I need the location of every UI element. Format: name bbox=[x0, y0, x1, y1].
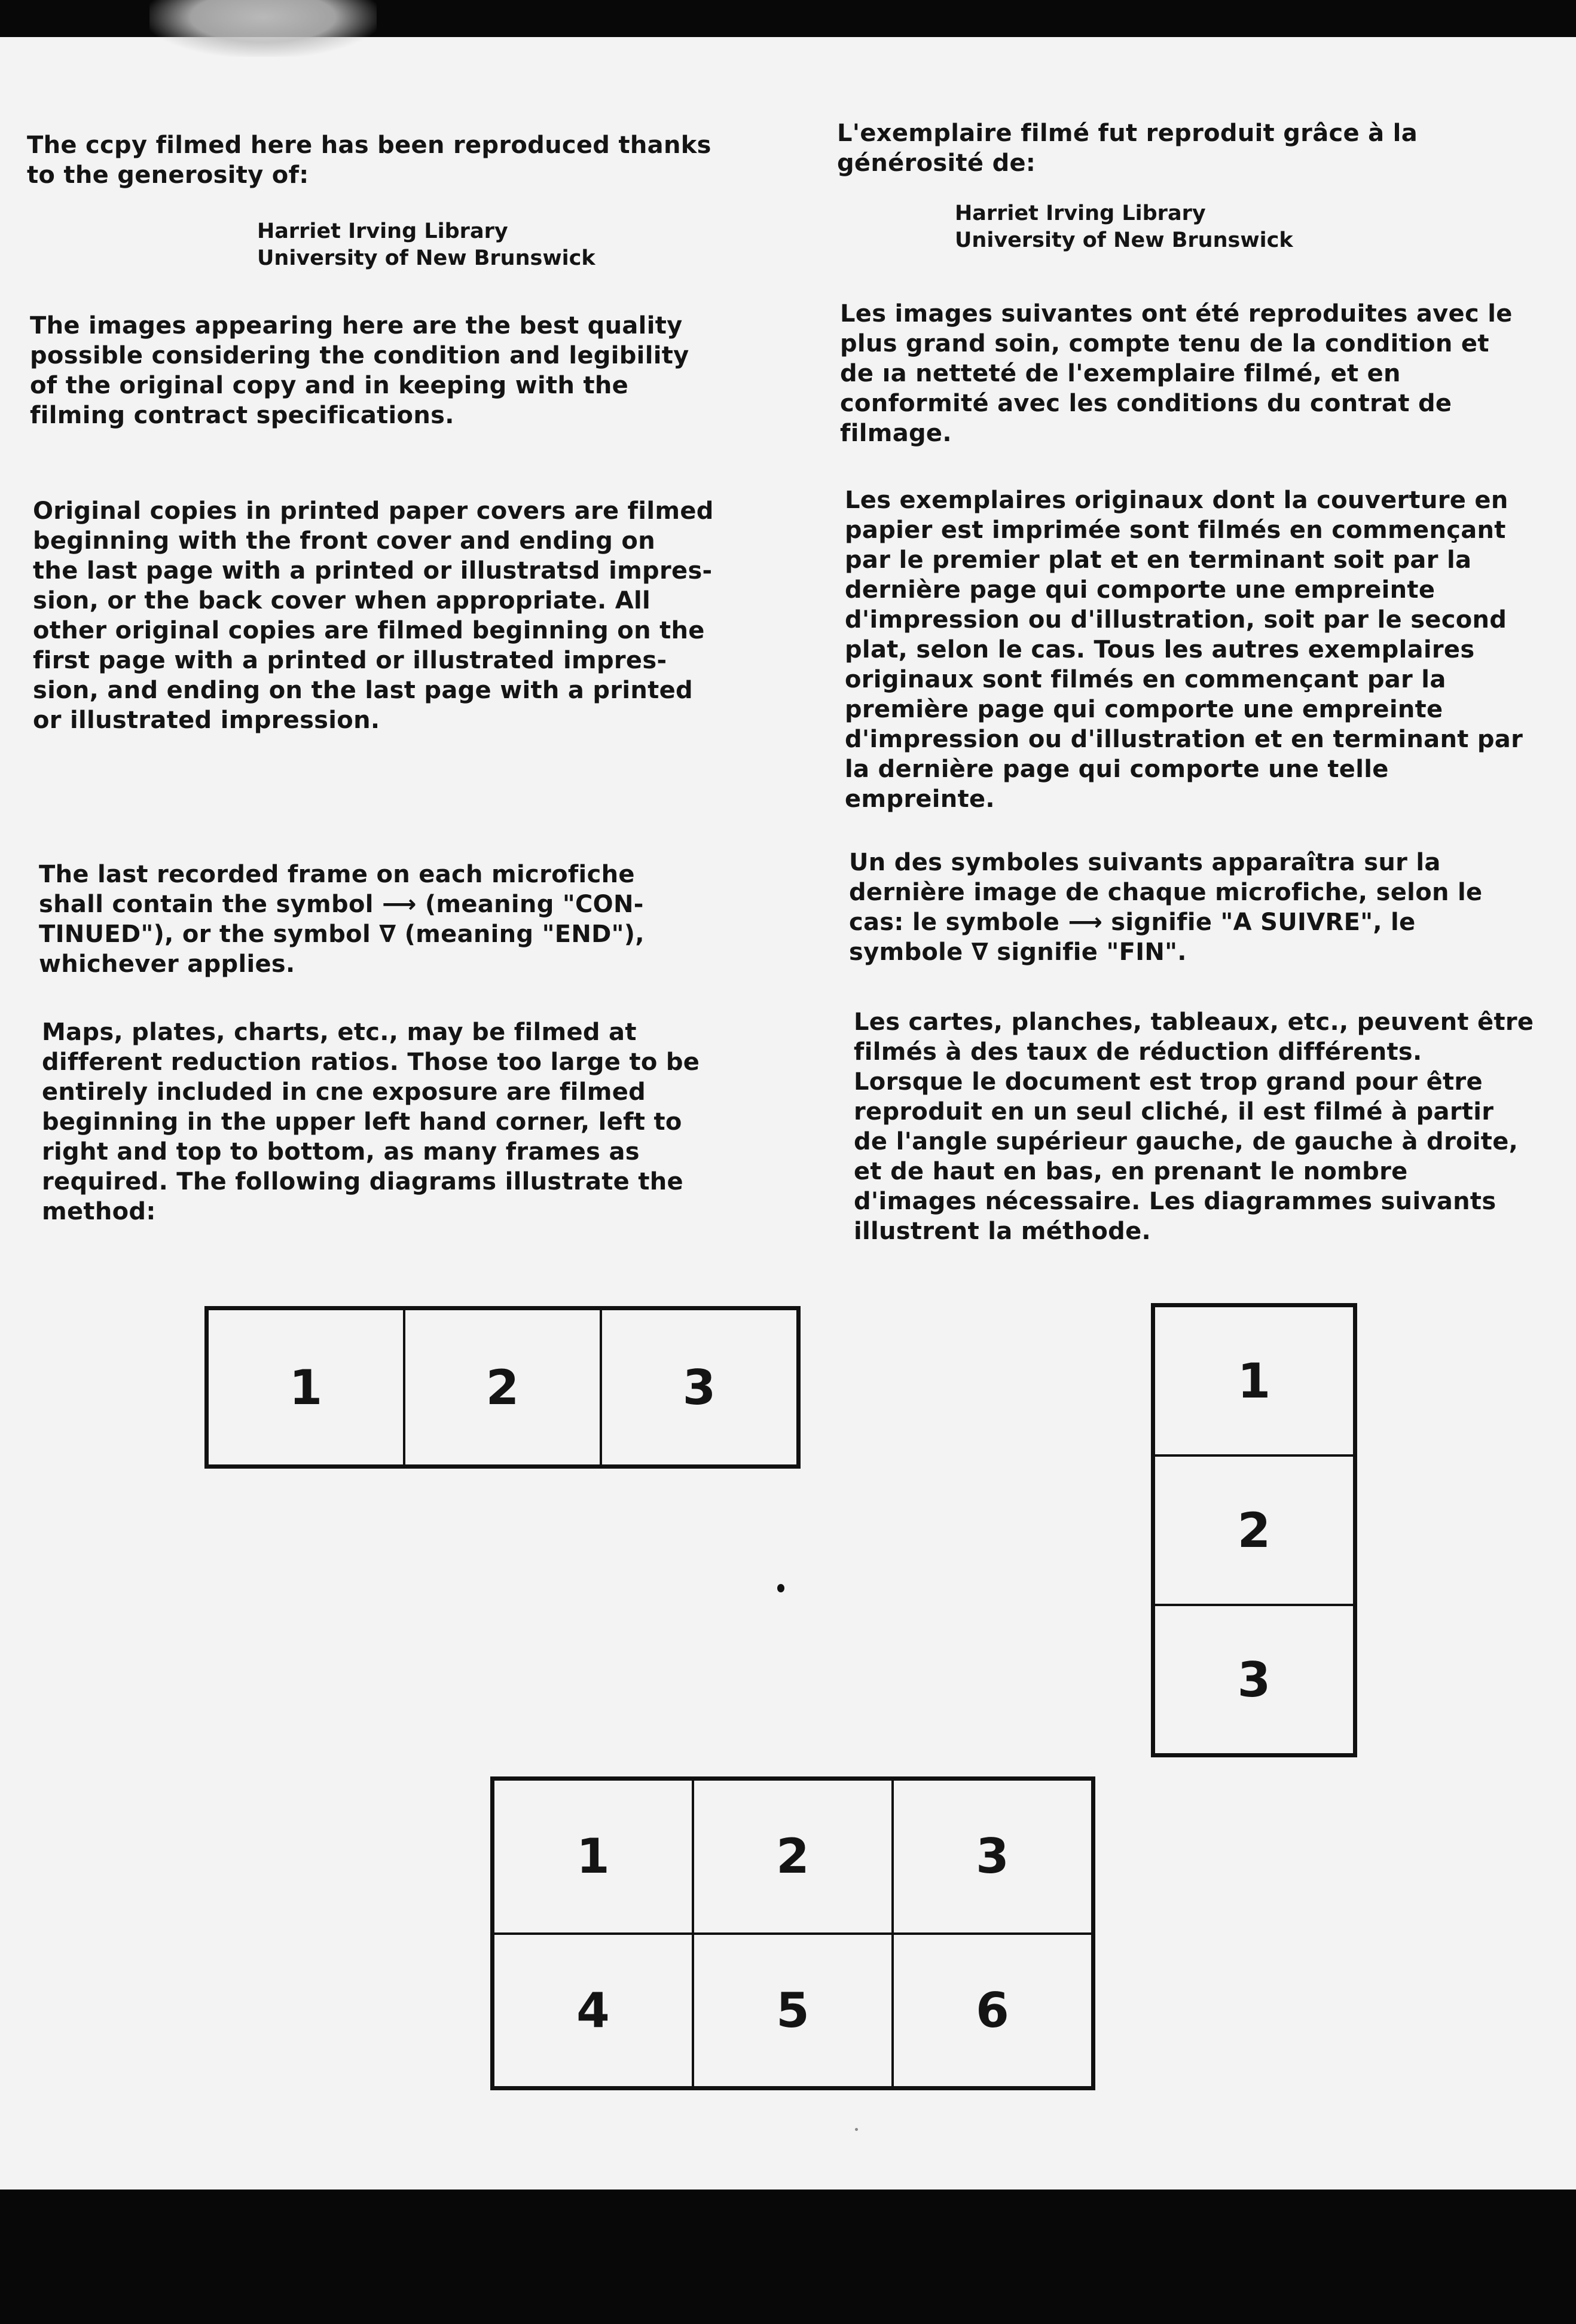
french-quality-statement: Les images suivantes ont été reproduites avec le plus grand soin, compte tenu de la condition et de ıa netteté de l'exemplaire filmé, et en conformité avec les conditions du contrat de filmage. bbox=[840, 300, 1513, 447]
frame-cell: 1 bbox=[1154, 1306, 1354, 1455]
film-bottom-border bbox=[0, 2190, 1576, 2324]
english-maps-paragraph: Maps, plates, charts, etc., may be filmed at different reduction ratios. Those too large to be entirely included in cne exposure are filmed beginning in the upper left hand corner, left to right and top to bottom, as many frames as required. The following diagrams illustrate the method: bbox=[42, 1019, 700, 1225]
frame-cell: 3 bbox=[1154, 1605, 1354, 1754]
french-symbols-paragraph: Un des symboles suivants apparaîtra sur la dernière image de chaque microfiche, selon le cas: le symbole ⟶ signifie "A SUIVRE", le symbole ∇ signifie "FIN". bbox=[849, 849, 1483, 966]
dust-speck bbox=[777, 1584, 784, 1592]
frame-cell: 2 bbox=[1154, 1455, 1354, 1605]
frame-cell: 3 bbox=[601, 1309, 798, 1466]
frame-cell: 3 bbox=[893, 1779, 1092, 1934]
frame-cell: 4 bbox=[493, 1934, 693, 2088]
grid-frames-diagram bbox=[490, 1776, 1095, 2090]
horizontal-frames-diagram bbox=[204, 1306, 801, 1469]
film-scratch-mark bbox=[149, 0, 377, 57]
vertical-frames-diagram bbox=[1151, 1303, 1357, 1757]
dust-speck bbox=[855, 2128, 858, 2131]
frame-cell: 2 bbox=[404, 1309, 601, 1466]
frame-cell: 1 bbox=[493, 1779, 693, 1934]
english-covers-paragraph: Original copies in printed paper covers are filmed beginning with the front cover and ending on the last page with a printed or illustratsd impres- sion, or the back cover when appropriate. All other original copies are filmed beginning on the first page with a printed or illustrated impres- sion, and ending on the last page with a printed or illustrated impression. bbox=[33, 497, 714, 734]
frame-cell: 1 bbox=[207, 1309, 404, 1466]
frame-cell: 6 bbox=[893, 1934, 1092, 2088]
french-maps-paragraph: Les cartes, planches, tableaux, etc., peuvent être filmés à des taux de réduction différents. Lorsque le document est trop grand pour être reproduit en un seul cliché, il est filmé à partir de l'angle supérieur gauche, de gauche à droite, et de haut en bas, en prenant le nombre d'images nécessaire. Les diagrammes suivants illustrent la méthode. bbox=[854, 1008, 1534, 1245]
frame-cell: 2 bbox=[693, 1779, 893, 1934]
english-intro: The ccpy filmed here has been reproduced thanks to the generosity of: bbox=[27, 132, 711, 189]
french-covers-paragraph: Les exemplaires originaux dont la couverture en papier est imprimée sont filmés en commençant par le premier plat et en terminant soit par la dernière page qui comporte une empreinte d'impression ou d'illustration, soit par le second plat, selon le cas. Tous les autres exemplaires originaux sont filmés en commençant par la première page qui comporte une empreinte d'impression ou d'illustration et en terminant par la dernière page qui comporte une telle empreinte. bbox=[845, 487, 1523, 813]
french-library-credit: Harriet Irving Library University of New Brunswick bbox=[955, 201, 1293, 252]
french-intro: L'exemplaire filmé fut reproduit grâce à la générosité de: bbox=[837, 120, 1418, 177]
english-symbols-paragraph: The last recorded frame on each microfiche shall contain the symbol ⟶ (meaning "CON- TINUED"), or the symbol ∇ (meaning "END"), whichever applies. bbox=[39, 861, 645, 978]
english-quality-statement: The images appearing here are the best quality possible considering the condition and legibility of the original copy and in keeping with the filming contract specifications. bbox=[30, 312, 689, 429]
frame-cell: 5 bbox=[693, 1934, 893, 2088]
english-library-credit: Harriet Irving Library University of New Brunswick bbox=[257, 219, 595, 270]
